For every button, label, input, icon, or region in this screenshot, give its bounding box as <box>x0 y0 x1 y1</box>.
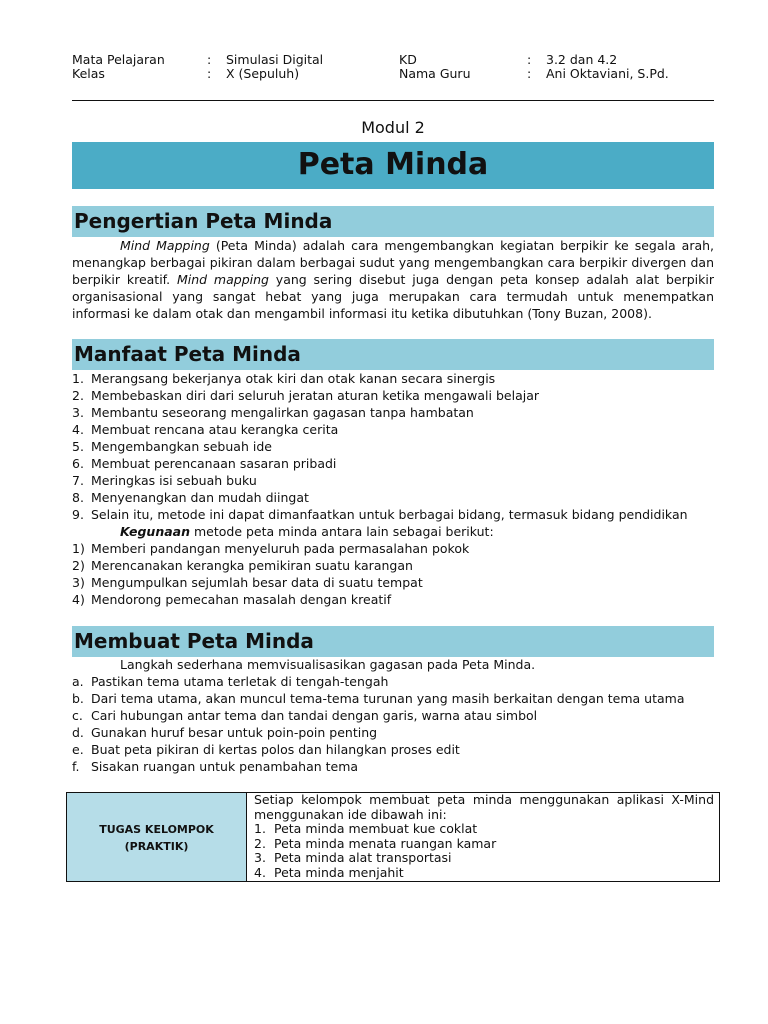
list-item: 2. Peta minda menata ruangan kamar <box>254 835 497 851</box>
section-heading: Pengertian Peta Minda <box>74 209 333 233</box>
tugas-content-cell <box>254 793 714 880</box>
list-item: 4) Mendorong pemecahan masalah dengan kreatif <box>72 592 392 607</box>
kegunaan-intro: Kegunaan metode peta minda antara lain sebagai berikut: <box>120 524 494 539</box>
tugas-table <box>66 792 720 882</box>
list-item: e. Buat peta pikiran di kertas polos dan hilangkan proses edit <box>72 742 460 757</box>
section-heading: Membuat Peta Minda <box>74 629 314 653</box>
list-item: 4. Membuat rencana atau kerangka cerita <box>72 422 339 437</box>
guru-label: Nama Guru <box>399 66 471 81</box>
list-item: d. Gunakan huruf besar untuk poin-poin penting <box>72 725 378 740</box>
list-item: 9. Selain itu, metode ini dapat dimanfaatkan untuk berbagai bidang, termasuk bidang pendidikan <box>72 507 688 522</box>
pengertian-text-2: yang sering disebut juga dengan peta konsep adalah alat berpikir organisasional yang sangat hebat yang juga merupakan cara termudah untuk menempatkan informasi ke dalam otak dan mengambil informasi itu ketika dibutuhkan (Tony Buzan, 2008). <box>72 272 714 321</box>
section-membuat <box>72 626 714 657</box>
list-item: 1. Merangsang bekerjanya otak kiri dan otak kanan secara sinergis <box>72 371 496 386</box>
manfaat-list <box>72 370 714 523</box>
list-item: c. Cari hubungan antar tema dan tandai dengan garis, warna atau simbol <box>72 708 538 723</box>
kegunaan-term: Kegunaan <box>120 524 190 539</box>
pengertian-text-1: (Peta Minda) adalah cara mengembangkan kegiatan berpikir ke segala arah, menangkap berbagai pikiran dalam berbagai sudut yang mengembangkan cara berpikir divergen dan berpikir kreatif. <box>72 238 715 287</box>
term-mind-mapping: Mind Mapping <box>120 238 210 253</box>
tugas-intro: Setiap kelompok membuat peta minda menggunakan aplikasi X-Mind menggunakan ide dibawah ini: <box>254 792 714 822</box>
pengertian-paragraph <box>72 237 714 322</box>
list-item: 1) Memberi pandangan menyeluruh pada permasalahan pokok <box>72 541 470 556</box>
mapel-colon: : <box>207 52 212 67</box>
list-item: 2) Merencanakan kerangka pemikiran suatu karangan <box>72 558 413 573</box>
list-item: 7. Meringkas isi sebuah buku <box>72 473 257 488</box>
list-item: 2. Membebaskan diri dari seluruh jeratan aturan ketika mengawali belajar <box>72 388 540 403</box>
list-item: 3. Peta minda alat transportasi <box>254 850 452 865</box>
kd-colon: : <box>527 52 532 67</box>
guru-value: Ani Oktaviani, S.Pd. <box>546 66 669 81</box>
list-item: 8. Menyenangkan dan mudah diingat <box>72 490 309 505</box>
section-pengertian <box>72 206 714 237</box>
list-item: a. Pastikan tema utama terletak di tengah-tengah <box>72 674 389 689</box>
list-item: 5. Mengembangkan sebuah ide <box>72 439 272 454</box>
tugas-label-cell <box>67 793 247 881</box>
membuat-list <box>72 673 714 775</box>
kegunaan-list <box>72 540 714 608</box>
term-mind-mapping-2: Mind mapping <box>176 272 269 287</box>
list-item: 1. Peta minda membuat kue coklat <box>254 821 478 836</box>
mapel-label: Mata Pelajaran <box>72 52 165 67</box>
list-item: 3. Membantu seseorang mengalirkan gagasan tanpa hambatan <box>72 405 474 420</box>
list-item: 4. Peta minda menjahit <box>254 864 404 880</box>
section-manfaat <box>72 339 714 370</box>
page-title: Peta Minda <box>297 147 489 182</box>
list-item: 3) Mengumpulkan sejumlah besar data di suatu tempat <box>72 575 423 590</box>
tugas-list <box>254 822 714 880</box>
modul-label: Modul 2 <box>361 118 425 137</box>
membuat-intro: Langkah sederhana memvisualisasikan gagasan pada Peta Minda. <box>120 657 536 672</box>
title-banner <box>72 142 714 189</box>
kd-label: KD <box>399 52 417 67</box>
mapel-value: Simulasi Digital <box>226 52 324 67</box>
list-item: b. Dari tema utama, akan muncul tema-tema turunan yang masih berkaitan dengan tema utama <box>72 691 685 706</box>
list-item: 6. Membuat perencanaan sasaran pribadi <box>72 456 337 471</box>
kelas-colon: : <box>207 66 212 81</box>
kelas-value: X (Sepuluh) <box>226 66 300 81</box>
guru-colon: : <box>527 66 532 81</box>
section-heading: Manfaat Peta Minda <box>74 342 301 366</box>
tugas-label: TUGAS KELOMPOK (PRAKTIK) <box>99 823 214 853</box>
kelas-label: Kelas <box>72 66 105 81</box>
list-item: f. Sisakan ruangan untuk penambahan tema <box>72 759 359 774</box>
kd-value: 3.2 dan 4.2 <box>546 52 618 67</box>
header-divider <box>72 100 714 101</box>
